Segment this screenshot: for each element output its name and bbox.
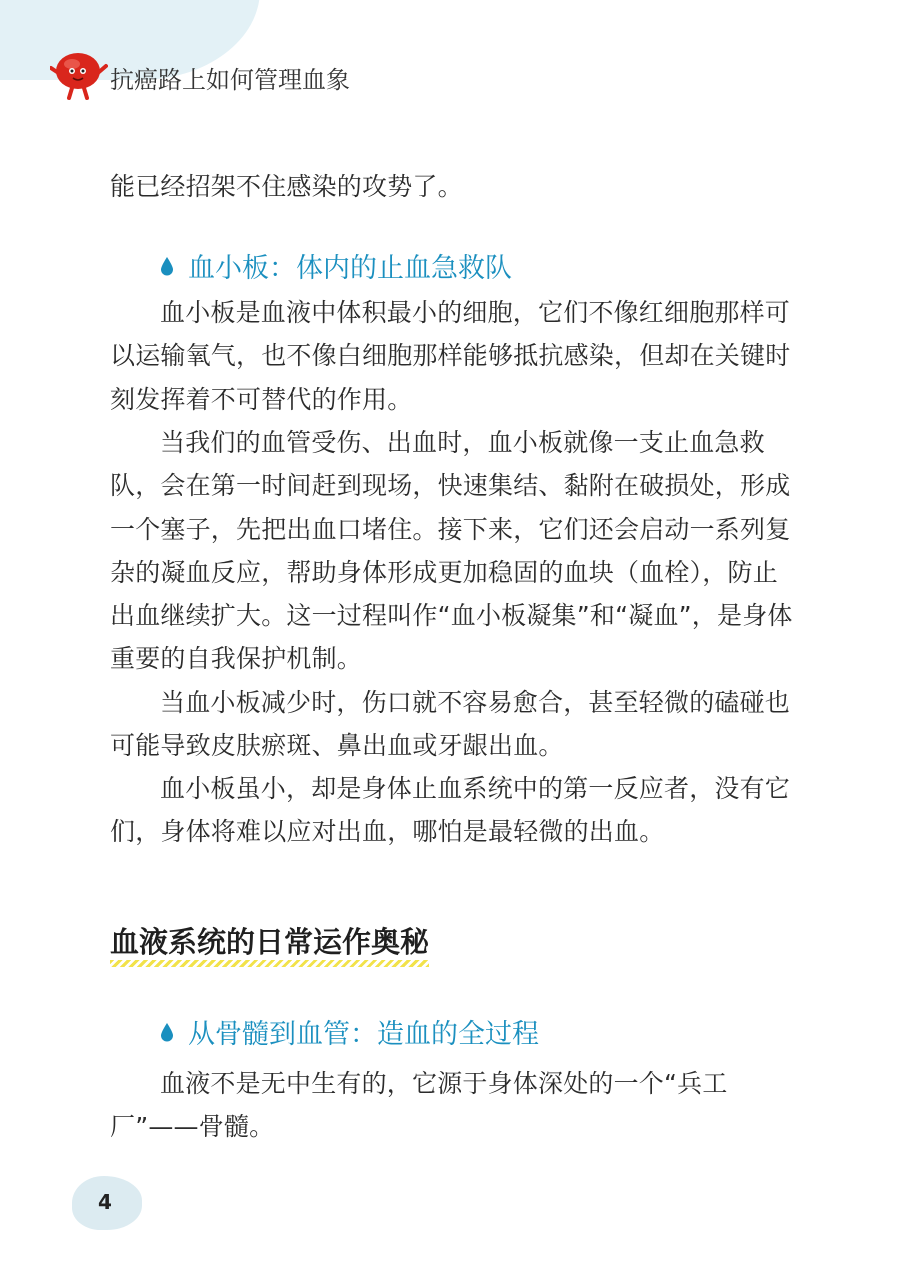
red-blood-cell-mascot-icon <box>50 44 108 100</box>
page-number: 4 <box>98 1190 112 1214</box>
platelet-heading <box>160 246 512 285</box>
water-drop-icon <box>160 1022 174 1042</box>
marrow-heading <box>160 1012 539 1051</box>
platelet-heading-text: 血小板：体内的止血急救队 <box>188 253 512 284</box>
continuation-paragraph: 能已经招架不住感染的攻势了。 <box>110 172 463 201</box>
water-drop-icon <box>160 256 174 276</box>
marrow-paragraph: 血液不是无中生有的，它源于身体深处的一个“兵工厂”——骨髓。 <box>110 1069 728 1142</box>
running-title: 抗癌路上如何管理血象 <box>110 66 350 94</box>
platelet-paragraph-3: 当血小板减少时，伤口就不容易愈合，甚至轻微的磕碰也可能导致皮肤瘀斑、鼻出血或牙龈出血。 <box>110 688 791 761</box>
platelet-paragraph-2: 当我们的血管受伤、出血时，血小板就像一支止血急救队，会在第一时间赶到现场，快速集结、黏附在破损处，形成一个塞子，先把出血口堵住。接下来，它们还会启动一系列复杂的凝血反应，帮助身体形成更加稳固的血块（血栓），防止出血继续扩大。这一过程叫作“血小板凝集”和“凝血”，是身体重要的自我保护机制。 <box>110 428 793 674</box>
section-heading: 血液系统的日常运作奥秘 <box>110 920 429 967</box>
platelet-paragraph-1: 血小板是血液中体积最小的细胞，它们不像红细胞那样可以运输氧气，也不像白细胞那样能够抵抗感染，但却在关键时刻发挥着不可替代的作用。 <box>110 298 791 414</box>
platelet-paragraph-4: 血小板虽小，却是身体止血系统中的第一反应者，没有它们，身体将难以应对出血，哪怕是最轻微的出血。 <box>110 774 791 847</box>
marrow-heading-text: 从骨髓到血管：造血的全过程 <box>188 1019 539 1050</box>
